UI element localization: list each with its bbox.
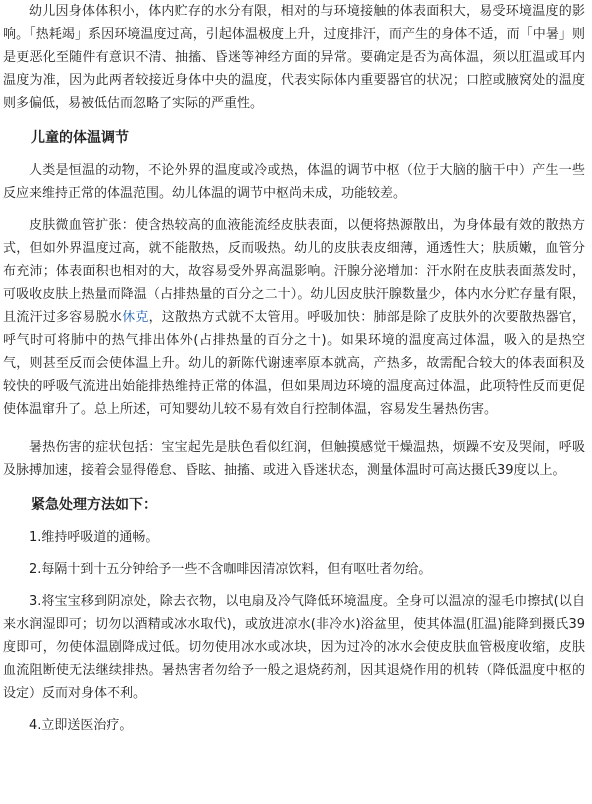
emergency-item-2: 2.每隔十到十五分钟给予一些不含咖啡因清凉饮料，但有呕吐者勿给。 <box>29 562 432 577</box>
heat-dissipation-text-b: ，这散热方式就不太管用。呼吸加快：肺部是除了皮肤外的次要散热器官，呼气时可将肺中的热气排出体外(占排热量的百分之十)。如果环境的温度高过体温，吸入的是热空气，则甚至反而会使体温上升。幼儿的新陈代谢速率原本就高，产热多，故需配合较大的体表面积及较快的呼吸气流进出始能排热维持正常的体温，但如果周边环境的温度高过体温，此项特性反而更促使体温窜升了。总上所述，可知婴幼儿较不易有效自行控制体温，容易发生暑热伤害。 <box>3 310 585 417</box>
emergency-item-1: 1.维持呼吸道的通畅。 <box>29 530 159 545</box>
emergency-item-3: 3.将宝宝移到阴凉处，除去衣物，以电扇及冷气降低环境温度。全身可以温凉的湿毛巾擦拭(以自来水润湿即可；切勿以酒精或冰水取代)，或放进凉水(非冷水)浴盆里，使其体温(肛温)能降到摄氏39度即可，勿使体温剧降成过低。切勿使用冰水或冰块，因为过冷的冰水会使皮肤血管极度收缩，皮肤血流阻断使无法继续排热。暑热害者勿给予一般之退烧药剂，因其退烧作用的机转（降低温度中枢的设定）反而对身体不利。 <box>3 594 585 701</box>
section-title-emergency: 紧急处理方法如下： <box>31 497 157 513</box>
intro-paragraph: 幼儿因身体体积小，体内贮存的水分有限，相对的与环境接触的体表面积大，易受环境温度的影响。「热耗竭」系因环境温度过高，引起体温极度上升，过度排汗，而产生的身体不适，而「中暑」则是更恶化至随件有意识不清、抽搐、昏迷等神经方面的异常。要确定是否为高体温，须以肛温或耳内温度为准，因为此两者较接近身体中央的温度，代表实际体内重要器官的状况；口腔或腋窝处的温度则多偏低，易被低估而忽略了实际的严重性。 <box>3 4 585 111</box>
regulation-paragraph: 人类是恒温的动物，不论外界的温度或冷或热，体温的调节中枢（位于大脑的脑干中）产生一些反应来维持正常的体温范围。幼儿体温的调节中枢尚未成，功能较差。 <box>3 163 585 201</box>
symptoms-paragraph: 暑热伤害的症状包括：宝宝起先是肤色看似红润，但触摸感觉干燥温热，烦躁不安及哭闹，呼吸及脉搏加速，接着会显得倦怠、昏眩、抽搐、或进入昏迷状态，测量体温时可高达摄氏39度以上。 <box>3 440 585 478</box>
heat-dissipation-text-a: 皮肤微血管扩张：使含热较高的血液能流经皮肤表面，以便将热源散出，为身体最有效的散热方式，但如外界温度过高，就不能散热，反而吸热。幼儿的皮肤表皮细薄，通透性大；肤质嫩，血管分布充沛；体表面积也相对的大，故容易受外界高温影响。汗腺分泌增加：汗水附在皮肤表面蒸发时，可吸收皮肤上热量而降温（占排热量的百分之二十）。幼儿因皮肤汗腺数量少，体内水分贮存量有限，且流汗过多容易脱水 <box>3 218 585 325</box>
shock-link[interactable]: 休克 <box>122 310 149 325</box>
section-title-temperature-regulation: 儿童的体温调节 <box>31 130 129 146</box>
emergency-item-4: 4.立即送医治疗。 <box>29 718 133 733</box>
heat-dissipation-paragraph <box>3 214 585 421</box>
